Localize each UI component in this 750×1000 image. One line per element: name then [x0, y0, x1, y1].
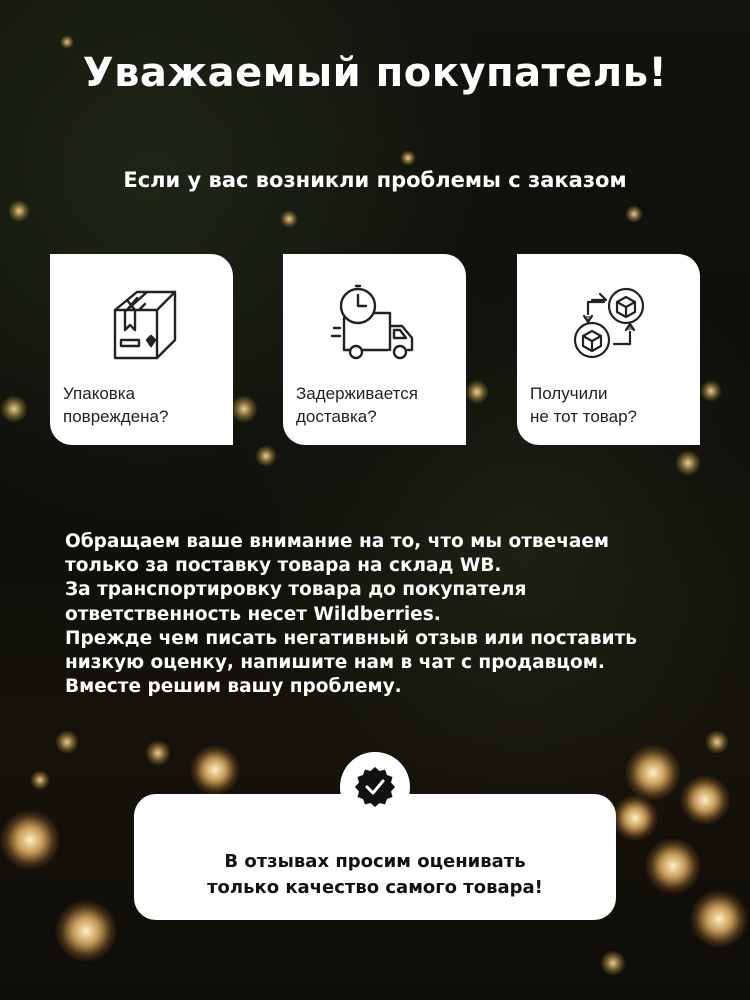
check-badge-icon [353, 765, 397, 809]
bokeh-light [465, 380, 489, 404]
bokeh-light [675, 450, 701, 476]
notice-line: низкую оценку, напишите нам в чат с продавцом. [65, 652, 605, 674]
bokeh-light [30, 770, 50, 790]
problem-card-delivery-delay [283, 254, 466, 445]
check-badge [340, 752, 410, 822]
bokeh-light [255, 445, 277, 467]
notice-line: За транспортировку товара до покупателя [65, 579, 527, 601]
bokeh-light [625, 205, 643, 223]
bokeh-light [280, 210, 298, 228]
bokeh-light [700, 380, 722, 402]
bokeh-light [145, 740, 171, 766]
notice-line: только за поставку товара на склад WB. [65, 555, 502, 577]
page-title: Уважаемый покупатель! [82, 50, 668, 96]
notice-text [65, 530, 725, 699]
notice-line: Вместе решим вашу проблему. [65, 676, 402, 698]
damaged-box-icon [50, 278, 233, 368]
bokeh-light [55, 730, 79, 754]
review-request-line: только качество самого товара! [207, 877, 543, 898]
page-subtitle: Если у вас возникли проблемы с заказом [123, 168, 627, 192]
notice-line: Обращаем ваше внимание на то, что мы отвечаем [65, 531, 610, 552]
problem-card-damaged-package [50, 254, 233, 445]
bokeh-light [625, 745, 681, 801]
bokeh-light [0, 810, 60, 870]
bokeh-light [705, 730, 729, 754]
bokeh-light [680, 775, 730, 825]
bokeh-light [230, 395, 258, 423]
bokeh-light [645, 838, 701, 894]
exchange-boxes-icon [517, 278, 700, 368]
bokeh-light [0, 395, 28, 423]
bokeh-light [400, 150, 416, 166]
notice-line: ответственность несет Wildberries. [65, 603, 441, 625]
bokeh-light [8, 200, 30, 222]
review-request-line: В отзывах просим оценивать [224, 851, 526, 872]
card-label: Получили не тот товар? [530, 384, 638, 426]
notice-line: Прежде чем писать негативный отзыв или поставить [65, 627, 637, 649]
card-label: Упаковка повреждена? [63, 384, 169, 426]
bokeh-light [60, 35, 74, 49]
bokeh-light [190, 745, 240, 795]
problem-card-wrong-item [517, 254, 700, 445]
card-label: Задерживается доставка? [296, 384, 418, 426]
bokeh-light [55, 900, 117, 962]
review-request-text [134, 849, 616, 901]
bokeh-light [690, 890, 748, 948]
bokeh-light [600, 950, 626, 976]
bokeh-light [612, 795, 658, 841]
delivery-truck-clock-icon [283, 278, 466, 368]
